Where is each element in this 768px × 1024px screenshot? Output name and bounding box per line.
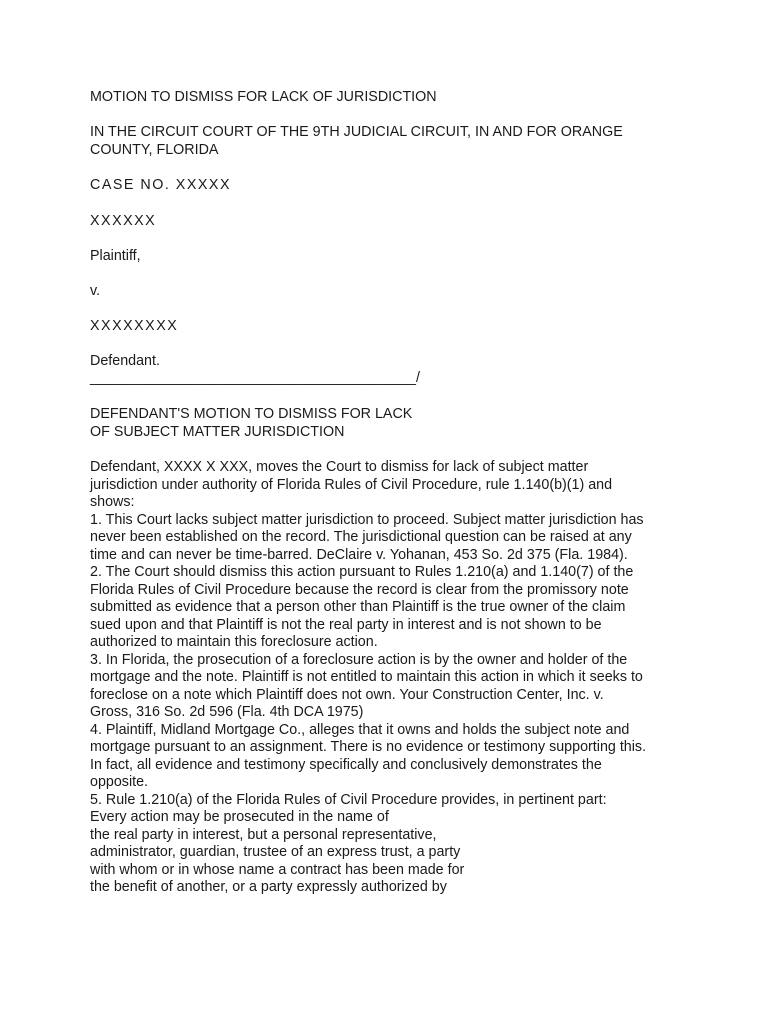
body-line: Gross, 316 So. 2d 596 (Fla. 4th DCA 1975)	[90, 704, 364, 720]
signature-rule: _________________________________________/	[90, 370, 420, 386]
body-line: 4. Plaintiff, Midland Mortgage Co., alleges that it owns and holds the subject note and	[90, 721, 630, 738]
body-line: foreclose on a note which Plaintiff does not own. Your Construction Center, Inc. v.	[90, 686, 604, 703]
motion-heading-line-2: OF SUBJECT MATTER JURISDICTION	[90, 424, 345, 440]
body-line: administrator, guardian, trustee of an express trust, a party	[90, 844, 461, 860]
body-line: 5. Rule 1.210(a) of the Florida Rules of Civil Procedure provides, in pertinent part:	[90, 791, 607, 808]
body-line: Every action may be prosecuted in the name of	[90, 809, 389, 825]
body-line: In fact, all evidence and testimony specifically and conclusively demonstrates the	[90, 756, 602, 773]
body-line: opposite.	[90, 774, 149, 790]
court-caption-line-2: COUNTY, FLORIDA	[90, 142, 219, 158]
body-line: never been established on the record. The jurisdictional question can be raised at any	[90, 529, 632, 545]
body-line: 1. This Court lacks subject matter jurisdiction to proceed. Subject matter jurisdiction has	[90, 511, 644, 528]
plaintiff-label: Plaintiff,	[90, 248, 141, 264]
defendant-name: XXXXXXXX	[90, 318, 179, 334]
motion-heading-line-1: DEFENDANT'S MOTION TO DISMISS FOR LACK	[90, 406, 413, 422]
body-line: jurisdiction under authority of Florida Rules of Civil Procedure, rule 1.140(b)(1) and	[90, 476, 613, 493]
versus: v.	[90, 283, 101, 299]
court-caption-line-1: IN THE CIRCUIT COURT OF THE 9TH JUDICIAL CIRCUIT, IN AND FOR ORANGE	[90, 124, 623, 140]
body-line: sued upon and that Plaintiff is not the real party in interest and is not shown to be	[90, 616, 602, 633]
case-number: CASE NO. XXXXX	[90, 177, 231, 193]
body-line: Defendant, XXXX X XXX, moves the Court to dismiss for lack of subject matter	[90, 459, 589, 475]
plaintiff-name: XXXXXX	[90, 213, 157, 229]
body-line: mortgage pursuant to an assignment. There is no evidence or testimony supporting this.	[90, 739, 647, 755]
body-line: Florida Rules of Civil Procedure because the record is clear from the promissory note	[90, 581, 629, 598]
body-line: shows:	[90, 494, 135, 510]
body-line: 2. The Court should dismiss this action pursuant to Rules 1.210(a) and 1.140(7) of the	[90, 564, 634, 580]
body-line: authorized to maintain this foreclosure action.	[90, 634, 378, 650]
body-line: with whom or in whose name a contract has been made for	[90, 861, 465, 878]
body-line: the real party in interest, but a personal representative,	[90, 826, 437, 843]
defendant-label: Defendant.	[90, 353, 160, 369]
document-page	[90, 0, 680, 1024]
body-line: 3. In Florida, the prosecution of a foreclosure action is by the owner and holder of the	[90, 651, 628, 668]
body-line: mortgage and the note. Plaintiff is not entitled to maintain this action in which it seeks to	[90, 669, 643, 685]
body-line: submitted as evidence that a person other than Plaintiff is the true owner of the claim	[90, 599, 626, 615]
body-line: the benefit of another, or a party expressly authorized by	[90, 879, 447, 895]
document-title: MOTION TO DISMISS FOR LACK OF JURISDICTION	[90, 89, 437, 105]
body-line: time and can never be time-barred. DeClaire v. Yohanan, 453 So. 2d 375 (Fla. 1984).	[90, 546, 628, 563]
